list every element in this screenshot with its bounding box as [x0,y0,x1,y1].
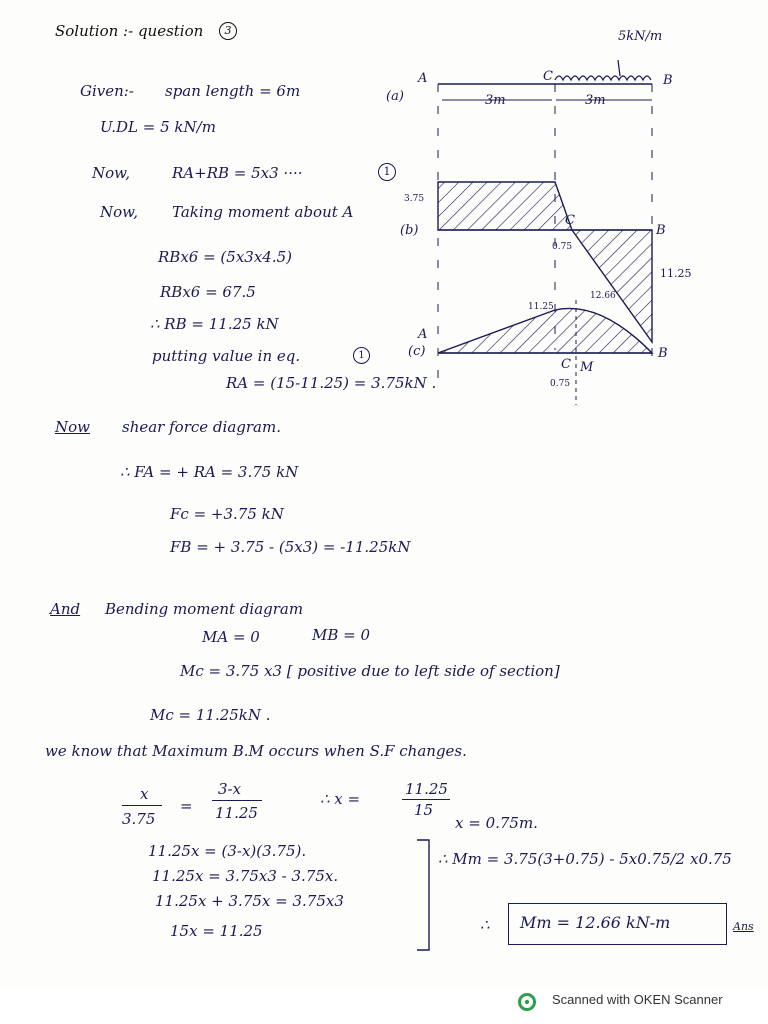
sf-x-value: 0.75 [552,242,573,252]
now-label-1: Now, [92,164,130,182]
ratio-den-right: 11.25 [215,804,258,822]
x-eq-num: 11.25 [405,780,448,798]
ra-result: RA = (15-11.25) = 3.75kN . [226,374,437,392]
step-1: 11.25x = (3-x)(3.75). [148,842,307,860]
x-eq-bar [402,799,450,800]
putting-value-text: putting value in eq. [152,347,301,365]
diagram-label-b: (b) [400,223,419,238]
therefore-mm: ∴ [480,916,490,934]
mc-result: Mc = 11.25kN . [150,706,271,724]
step-2: 11.25x = 3.75x3 - 3.75x. [152,867,339,885]
equation-1-tag: 1 [378,163,396,181]
load-arrow [618,60,620,76]
sfd-positive-region [438,182,572,230]
now-label-2: Now, [100,203,138,221]
point-c-bmd: C [561,357,571,372]
equation-1: RA+RB = 5x3 ···· [172,164,303,182]
solution-title: Solution :- question [55,22,204,40]
diagram-label-c: (c) [408,344,426,359]
scanner-credit: Scanned with OKEN Scanner [552,992,723,1007]
rb-result: ∴ RB = 11.25 kN [150,315,279,333]
sf-heading: shear force diagram. [122,418,281,436]
x-eq-prefix: ∴ x = [320,790,361,808]
ratio-den-left: 3.75 [122,810,156,828]
mb-value: MB = 0 [312,626,371,644]
point-a-top: A [418,71,428,86]
point-m-bmd: M [580,360,594,375]
now-label-3: Now [55,418,90,436]
diagram-label-a: (a) [386,89,404,104]
and-label: And [50,600,81,618]
bm-heading: Bending moment diagram [105,600,304,618]
putting-eq-tag: 1 [353,347,370,364]
step-4: 15x = 11.25 [170,922,263,940]
max-bm-statement: we know that Maximum B.M occurs when S.F changes. [45,742,467,760]
steps-bracket [415,836,439,956]
span-length-text: span length = 6m [165,82,301,100]
point-c-sfd: C [565,213,575,228]
load-label: 5kN/m [618,29,663,44]
taking-moment-text: Taking moment about A [172,203,354,221]
point-c-top: C [543,69,553,84]
fc-equation: Fc = +3.75 kN [170,505,284,523]
x-eq-den: 15 [414,801,434,819]
given-label: Given:- [80,82,134,100]
mm-expression: ∴ Mm = 3.75(3+0.75) - 5x0.75/2 x0.75 [438,850,732,868]
fb-equation: FB = + 3.75 - (5x3) = -11.25kN [170,538,411,556]
bm-x-value: 0.75 [550,379,571,389]
bm-c-value: 11.25 [528,302,554,312]
point-b-top: B [663,73,673,88]
sf-left-value: 3.75 [404,194,425,204]
fa-equation: ∴ FA = + RA = 3.75 kN [120,463,299,481]
step-3: 11.25x + 3.75x = 3.75x3 [155,892,344,910]
ratio-bar-left [122,805,162,806]
udl-text: U.DL = 5 kN/m [100,118,216,136]
x-result: x = 0.75m. [455,814,538,832]
sf-right-value: 11.25 [660,267,692,280]
rb-equation-a: RBx6 = (5x3x4.5) [158,248,292,266]
udl-symbol [555,76,651,80]
ratio-num-right: 3-x [218,780,242,798]
rb-equation-b: RBx6 = 67.5 [160,283,256,301]
span-left: 3m [485,93,506,108]
ratio-bar-right [212,800,262,801]
bm-m-value: 12.66 [590,291,616,301]
mc-equation: Mc = 3.75 x3 [ positive due to left side of section] [180,662,560,680]
question-number-circle: 3 [219,22,237,40]
point-b-bmd: B [658,346,668,361]
ratio-num-left: x [140,785,149,803]
mm-final: Mm = 12.66 kN-m [520,913,671,932]
point-b-sfd: B [656,223,666,238]
answer-mark: Ans [733,920,754,933]
oken-logo-icon [518,993,536,1011]
point-a-bmd: A [418,327,428,342]
ratio-equals: = [180,797,193,815]
span-right: 3m [585,93,606,108]
ma-value: MA = 0 [202,628,260,646]
